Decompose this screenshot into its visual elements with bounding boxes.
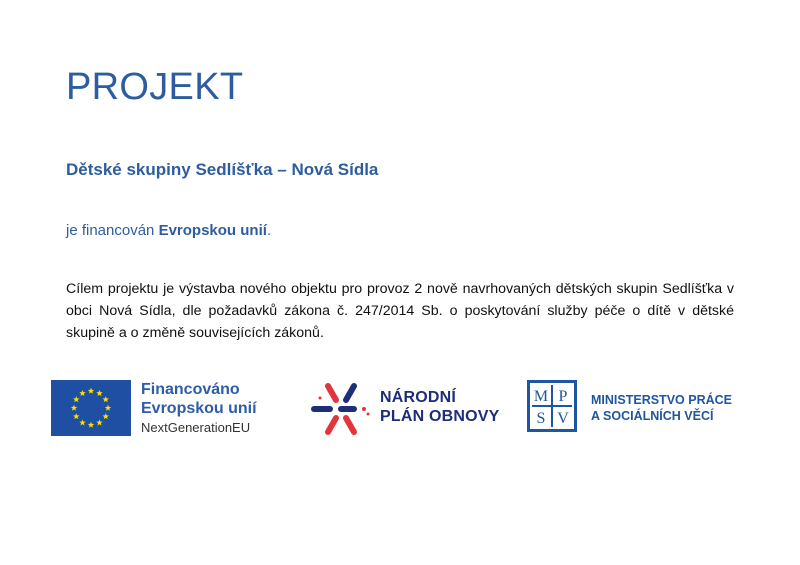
- npo-logo-line2: PLÁN OBNOVY: [380, 408, 500, 425]
- svg-text:V: V: [557, 410, 569, 427]
- page-title: PROJEKT: [66, 66, 244, 108]
- eu-flag-icon: [51, 380, 131, 436]
- funding-statement: [66, 222, 271, 239]
- eu-logo-line3: NextGenerationEU: [141, 420, 251, 435]
- eu-star: [71, 405, 77, 411]
- eu-star: [73, 396, 79, 402]
- eu-star: [105, 405, 111, 411]
- funding-suffix: .: [266, 222, 272, 239]
- eu-star: [88, 422, 94, 428]
- svg-text:S: S: [536, 410, 546, 427]
- eu-star: [96, 419, 102, 425]
- mpsv-logo: [527, 380, 767, 440]
- eu-logo-line1: Financováno: [141, 381, 240, 398]
- mpsv-logo-line2: A SOCIÁLNÍCH VĚCÍ: [591, 409, 714, 423]
- npo-logo: [308, 378, 518, 440]
- eu-star: [79, 419, 85, 425]
- funding-highlight: Evropskou unií: [158, 222, 267, 239]
- npo-star-icon: [308, 378, 374, 440]
- svg-text:M: M: [533, 388, 549, 405]
- project-name: Dětské skupiny Sedlíšťka – Nová Sídla: [66, 160, 379, 179]
- npo-logo-line1: NÁRODNÍ: [380, 389, 457, 406]
- eu-star: [88, 388, 94, 394]
- funding-prefix: je financován: [66, 222, 159, 239]
- eu-star: [102, 413, 108, 419]
- eu-funding-logo: [51, 380, 271, 440]
- eu-star: [102, 396, 108, 402]
- mpsv-logo-line1: MINISTERSTVO PRÁCE: [591, 393, 732, 407]
- svg-text:P: P: [558, 388, 568, 405]
- mpsv-emblem-icon: [527, 380, 577, 432]
- eu-star: [79, 390, 85, 396]
- eu-star: [96, 390, 102, 396]
- project-description: Cílem projektu je výstavba nového objektu pro provoz 2 nově navrhovaných dětských skupin Sedlíšťka v obci Nová Sídla, dle požadavků zákona č. 247/2014 Sb. o poskytování služby péče o dítě v dětské skupině a o změně souvisejících zákonů.: [66, 281, 734, 341]
- eu-star: [73, 413, 79, 419]
- eu-logo-line2: Evropskou unií: [141, 400, 257, 417]
